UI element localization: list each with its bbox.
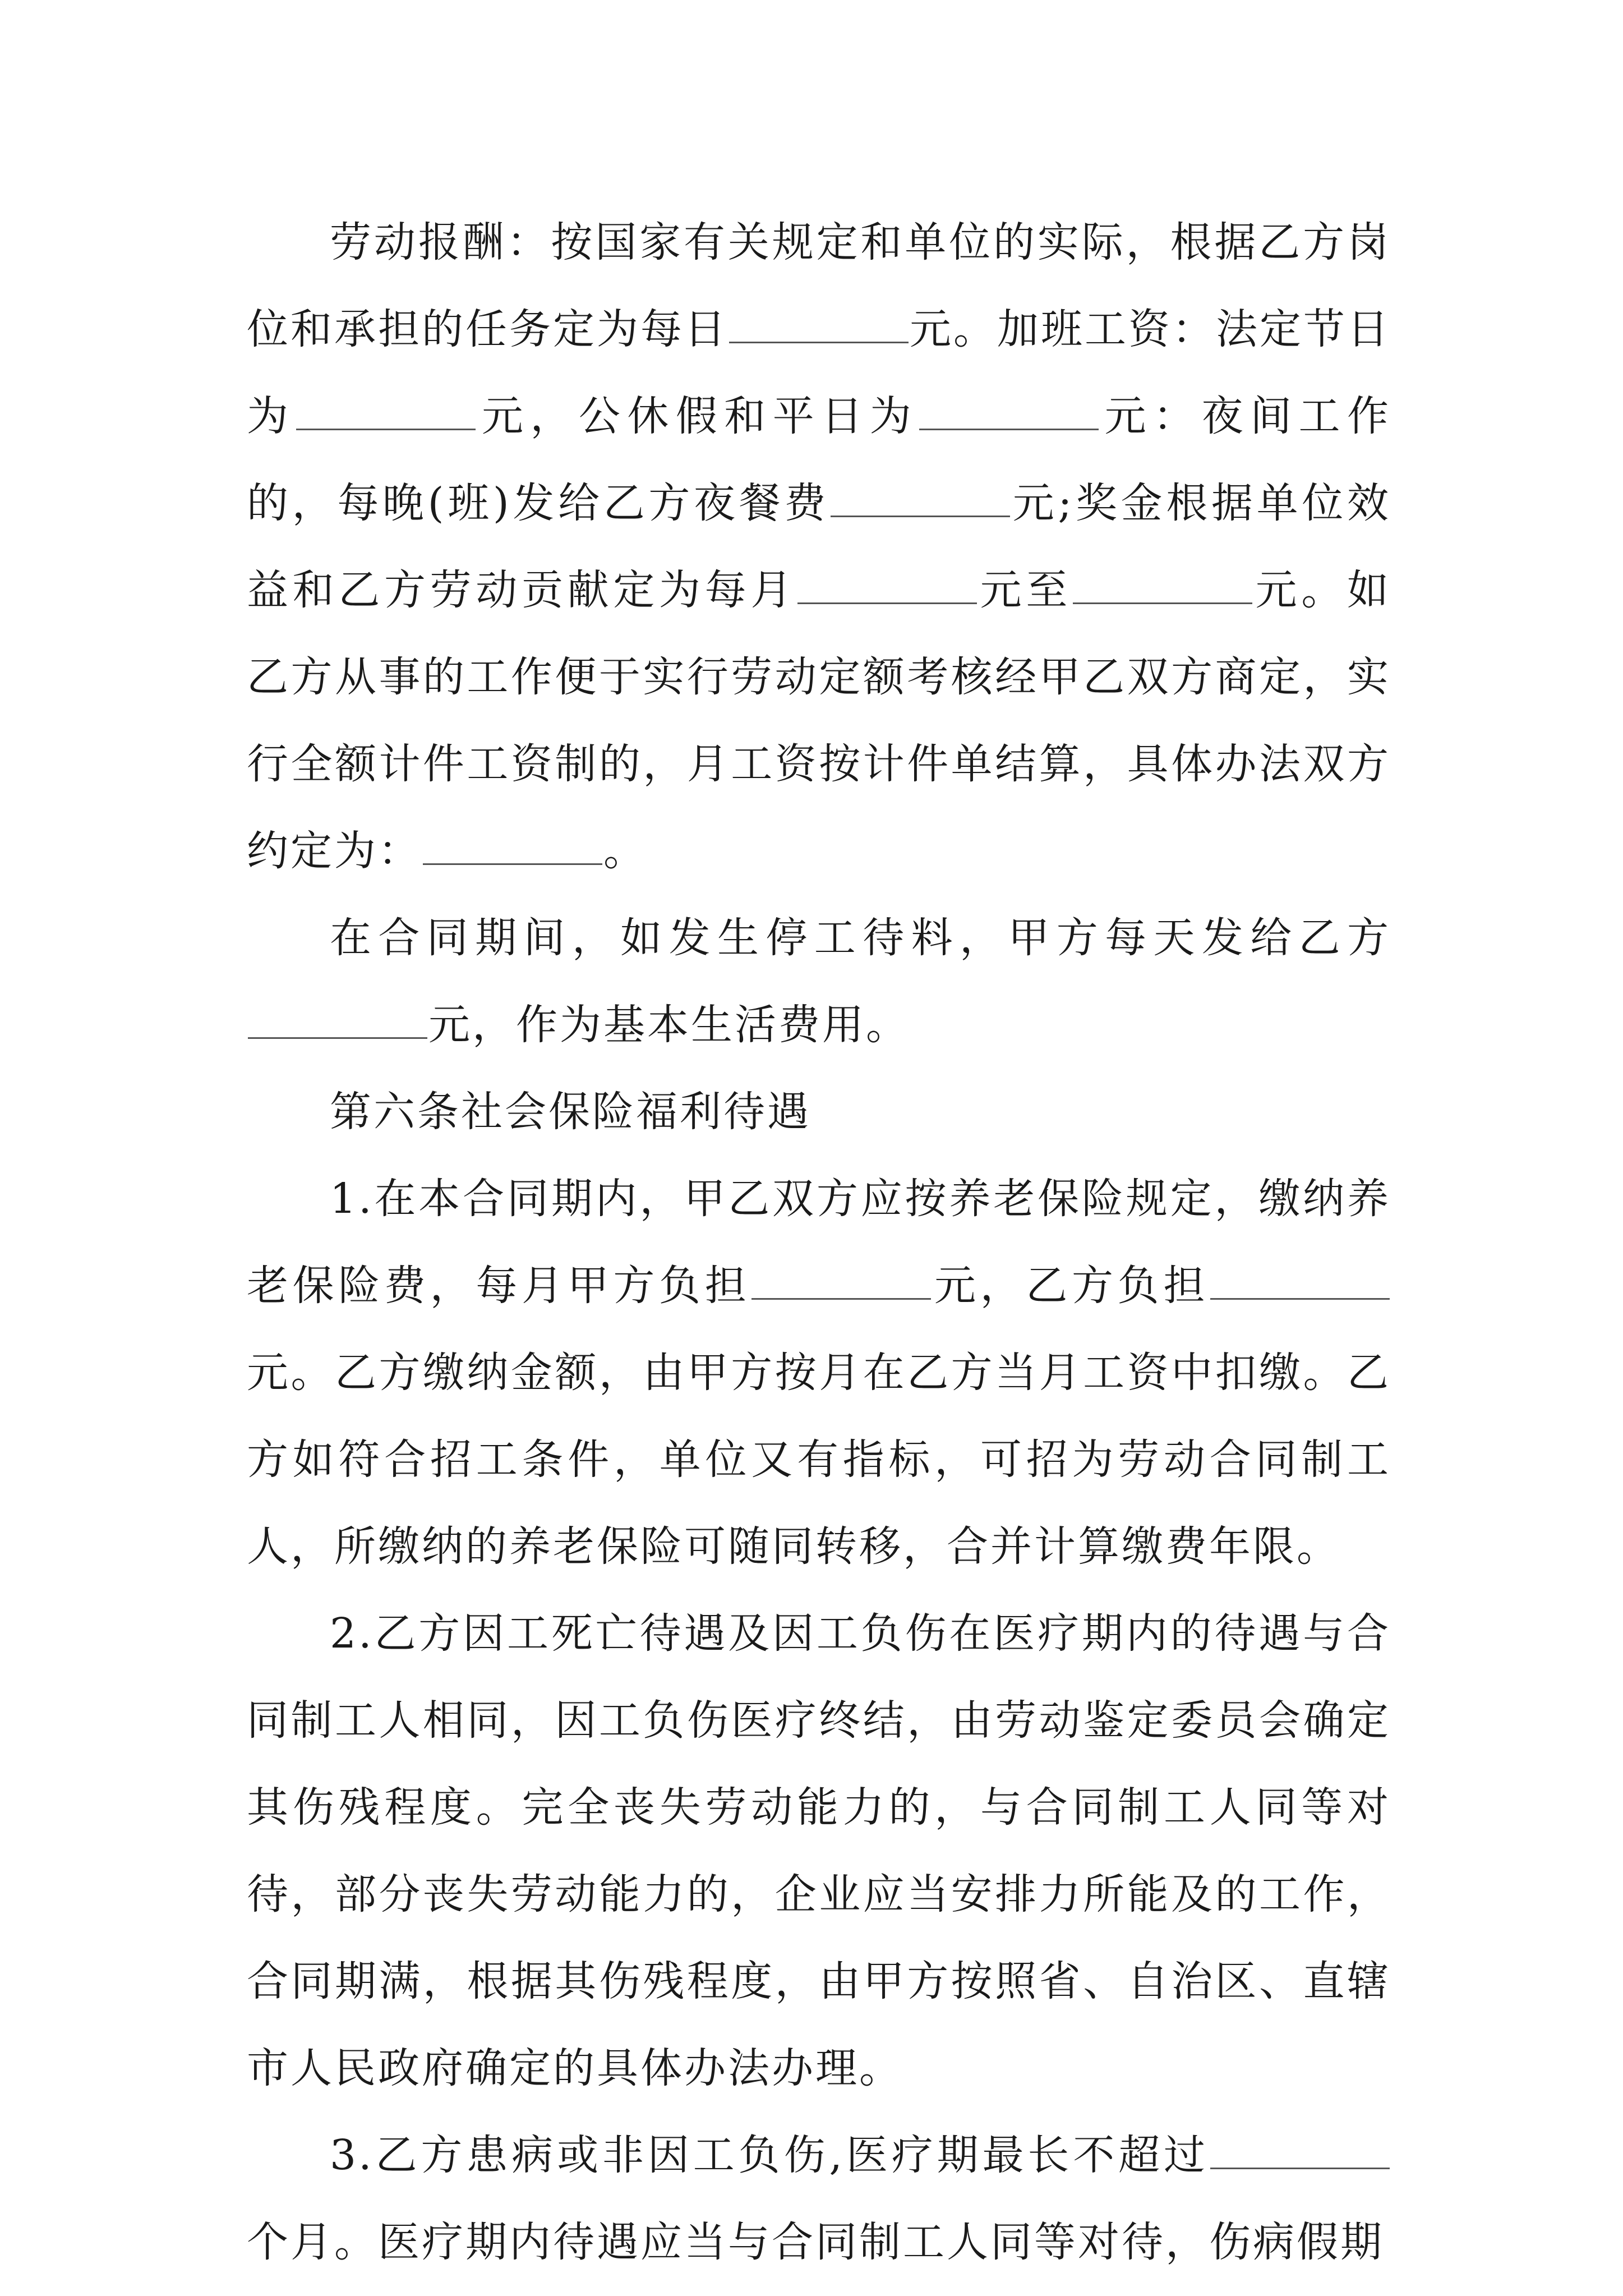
blank-line <box>296 428 476 430</box>
text: 1.在本合同期内，甲乙双方应按养老保险规定，缴纳养老保险费，每月甲方负担 <box>247 1175 1391 1310</box>
text: 元。乙方缴纳金额，由甲方按月在乙方当月工资中扣缴。乙方如符合招工条件，单位又有指标，可招为劳动合同制工人，所缴纳的养老保险可随同转移，合并计算缴费年限。 <box>247 1349 1391 1571</box>
text: 元。如乙方从事的工作便于实行劳动定额考核经甲乙双方商定，实行全额计件工资制的，月工资按计件单结算，具体办法双方约定为： <box>247 566 1391 875</box>
item-work-injury: 2.乙方因工死亡待遇及因工负伤在医疗期内的待遇与合同制工人相同，因工负伤医疗终结，由劳动鉴定委员会确定其伤残程度。完全丧失劳动能力的，与合同制工人同等对待，部分丧失劳动能力的，企业应当安排力所能及的工作，合同期满，根据其伤残程度，由甲方按照省、自治区、直辖市人民政府确定的具体办法办理。 <box>247 1609 1391 2092</box>
text: 在合同期间，如发生停工待料，甲方每天发给乙方 <box>330 914 1391 962</box>
text: 个月。医疗期内待遇应当与合同制工人同等对待，伤病假期 <box>247 2218 1384 2266</box>
blank-line <box>248 1037 427 1039</box>
blank-line <box>831 515 1010 517</box>
text: 元：夜间工作的，每晚(班)发给乙方夜餐费 <box>247 392 1391 527</box>
blank-line <box>1210 1297 1390 1300</box>
item-illness-medical-period <box>247 2112 1391 2286</box>
text: 元至 <box>978 566 1072 614</box>
item-pension-insurance <box>247 1156 1391 1590</box>
section-heading: 第六条社会保险福利待遇 <box>330 1088 811 1136</box>
text: 。 <box>603 827 647 875</box>
document-body <box>247 199 1391 2286</box>
text: 3.乙方患病或非因工负伤,医疗期最长不超过 <box>330 2131 1209 2179</box>
blank-line <box>729 341 909 343</box>
text: 劳动报酬：按国家有关规定和单位的实际，根据乙方岗位和承担的任务定为每日 <box>247 218 1391 353</box>
paragraph-labor-remuneration <box>247 199 1391 895</box>
paragraph-work-stoppage <box>247 895 1391 1069</box>
text: 元;奖金根据单位效益和乙方劳动贡献定为每月 <box>247 479 1391 614</box>
text: 元，公休假和平日为 <box>477 392 919 440</box>
blank-line <box>1073 602 1252 604</box>
text: 元，作为基本生活费用。 <box>428 1001 910 1049</box>
blank-line <box>797 602 977 604</box>
blank-line <box>751 1297 931 1300</box>
text: 元，乙方负担 <box>932 1262 1210 1310</box>
blank-line <box>919 428 1099 430</box>
blank-line <box>423 863 602 865</box>
blank-line <box>1210 2167 1390 2169</box>
text: 元。加班工资：法定节日为 <box>247 305 1391 440</box>
